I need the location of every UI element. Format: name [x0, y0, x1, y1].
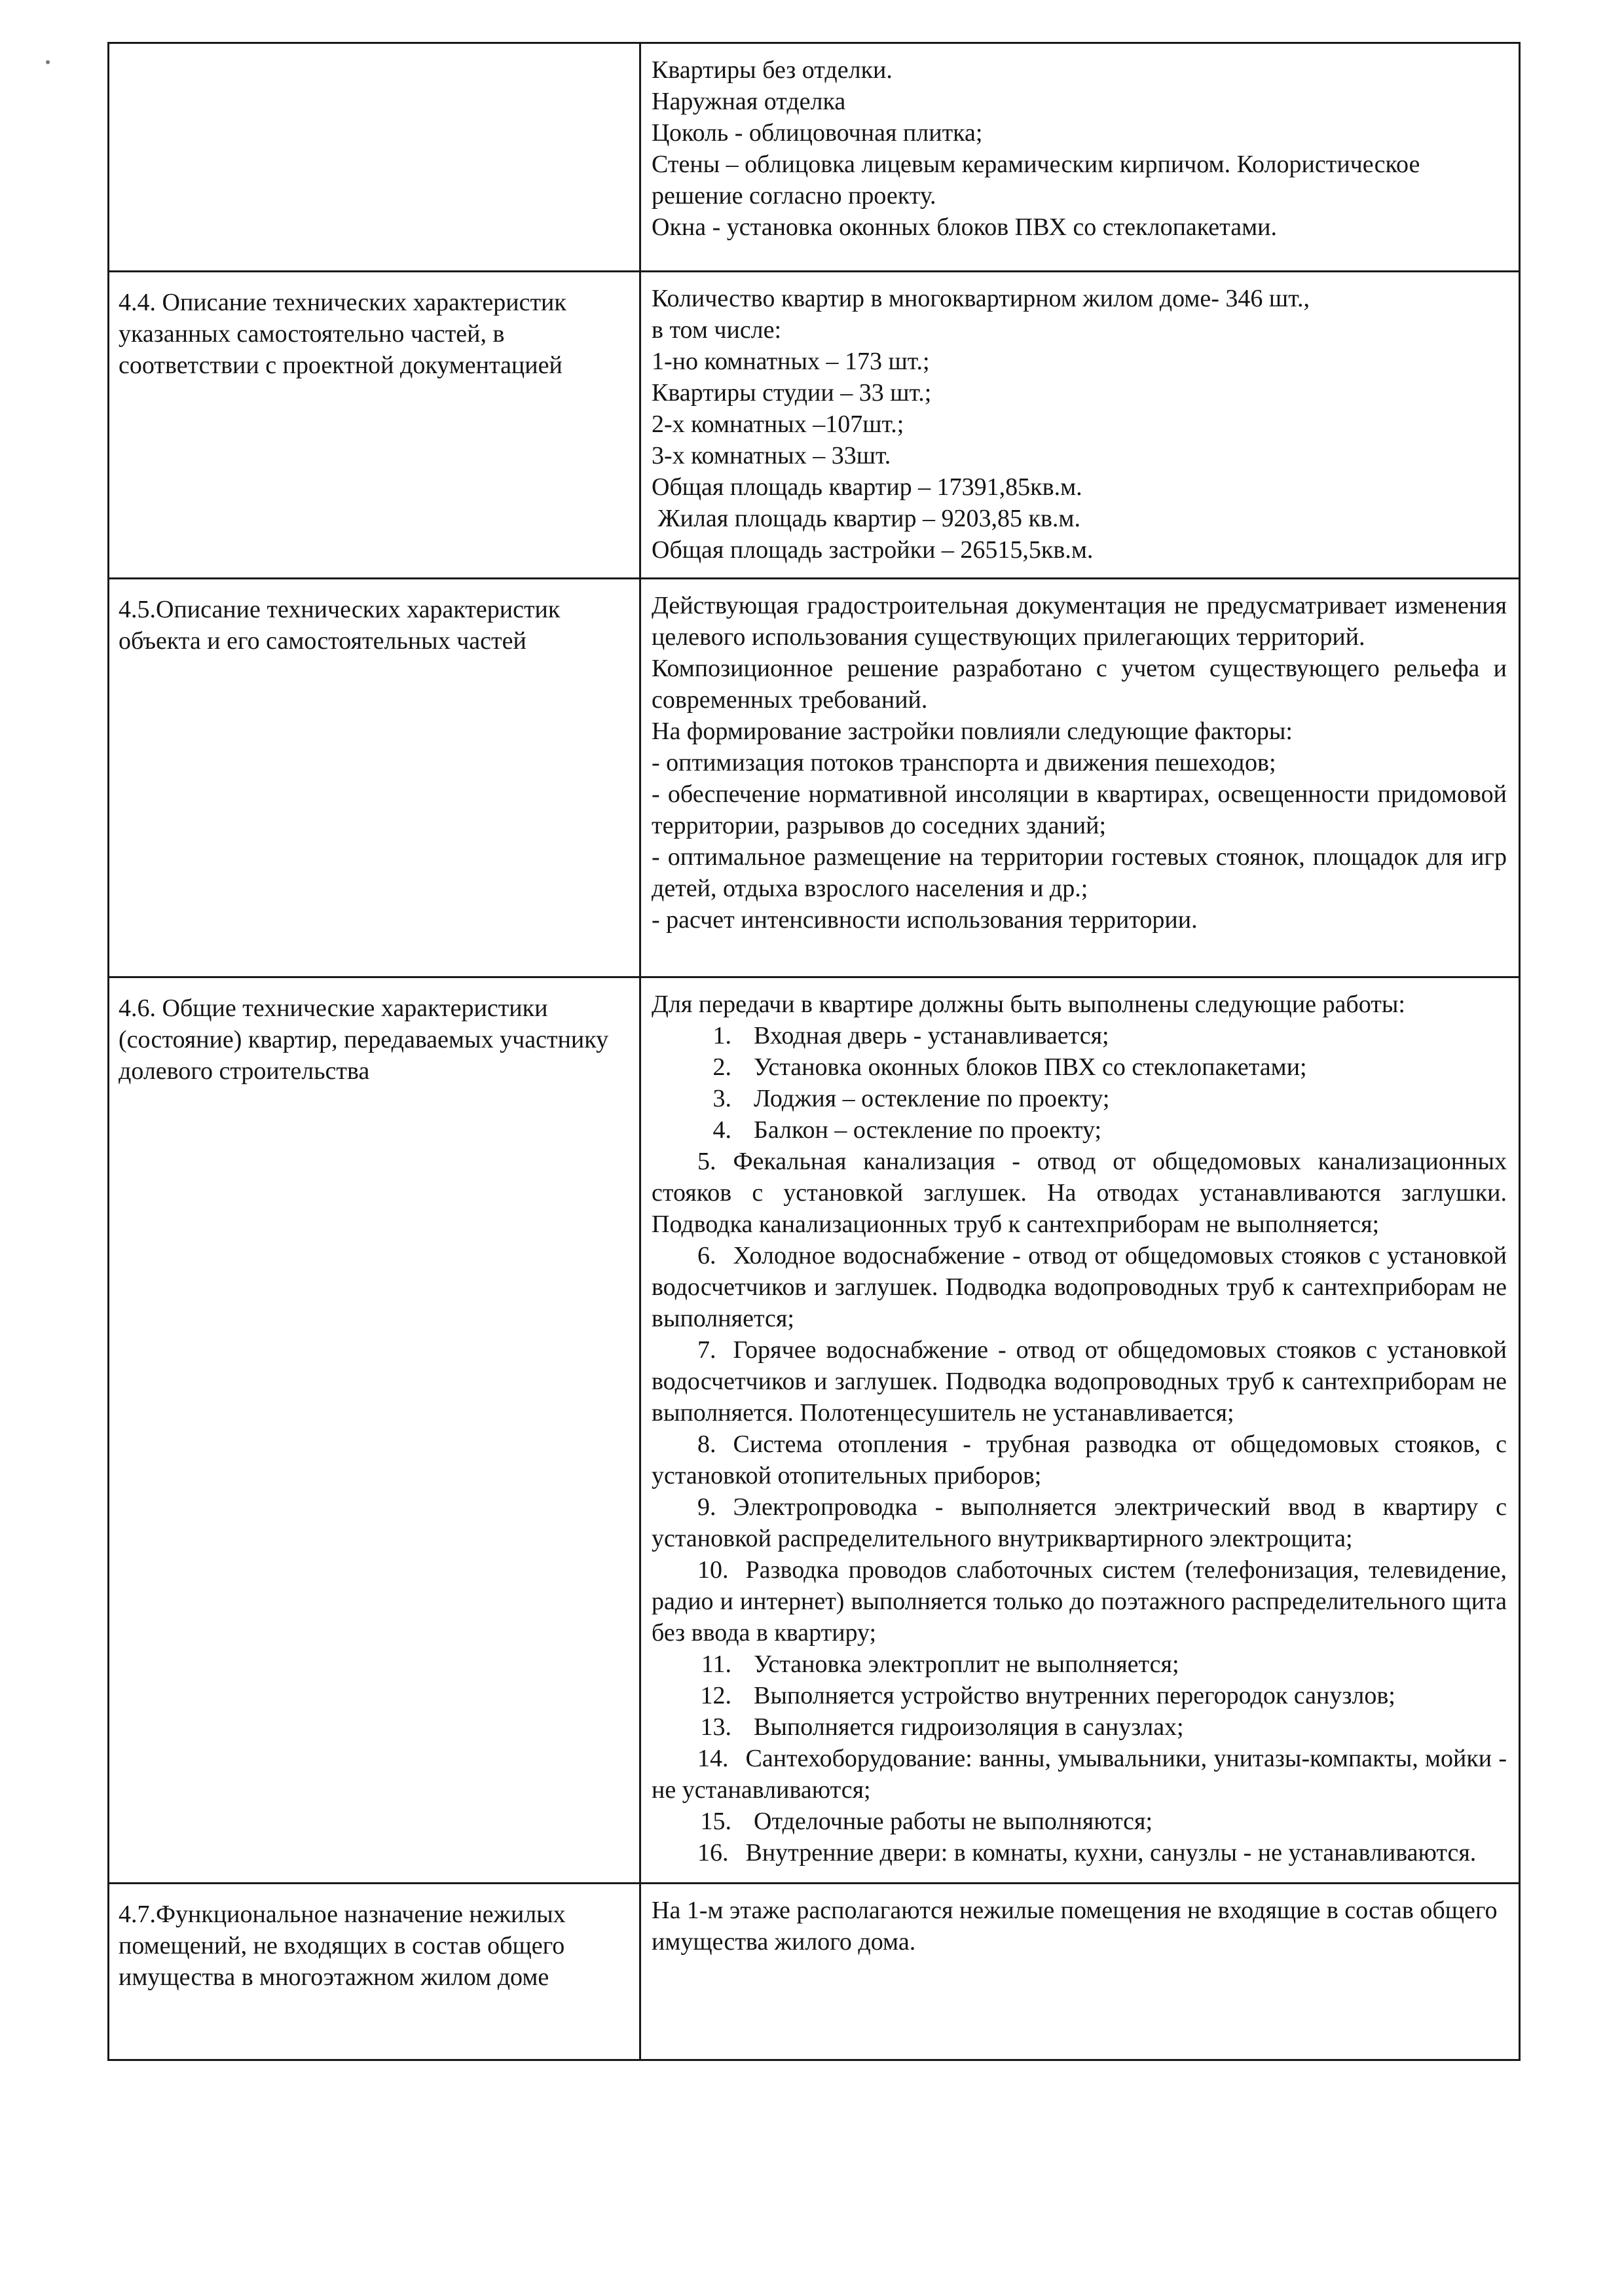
item-text: Выполняется устройство внутренних перегородок санузлов; [754, 1682, 1395, 1709]
item-number: 12. [700, 1682, 731, 1709]
paragraph: Действующая градостроительная документация не предусматривает изменения целевого использования существующих прилегающих территорий. [652, 592, 1507, 651]
item-number: 11. [701, 1650, 731, 1678]
list-item [652, 1711, 1507, 1743]
item-number: 7. [697, 1336, 716, 1364]
list-intro: Для передачи в квартире должны быть выполнены следующие работы: [652, 991, 1405, 1018]
works-list-cell [640, 977, 1520, 1884]
non-residential-cell: На 1-м этаже располагаются нежилые помещения не входящие в состав общего имущества жилого дома. [640, 1884, 1520, 2060]
item-number: 8. [697, 1430, 716, 1458]
text-line: решение согласно проекту. [652, 182, 936, 210]
item-text: Холодное водоснабжение - отвод от общедомовых стояков с установкой водосчетчиков и заглушек. Подводка водопроводных труб к сантехприборам не выполняется; [652, 1242, 1507, 1332]
item-number: 5. [697, 1148, 716, 1175]
item-number: 10. [697, 1556, 729, 1584]
table-row [109, 272, 1520, 579]
item-number: 16. [697, 1839, 729, 1867]
list-item [652, 1491, 1507, 1554]
scan-dot [46, 60, 50, 64]
list-item [652, 1114, 1507, 1146]
text-line: 3-х комнатных – 33шт. [652, 442, 891, 469]
item-text: Установка электроплит не выполняется; [754, 1650, 1179, 1678]
item-text: Входная дверь - устанавливается; [754, 1022, 1109, 1049]
apartment-counts-cell [640, 272, 1520, 579]
item-text: Выполняется гидроизоляция в санузлах; [754, 1713, 1184, 1741]
item-text: Лоджия – остекление по проекту; [754, 1085, 1110, 1112]
characteristics-table [107, 42, 1521, 2061]
item-number: 6. [697, 1242, 716, 1269]
list-item [652, 1649, 1507, 1680]
list-item [652, 1020, 1507, 1051]
item-text: Внутренние двери: в комнаты, кухни, санузлы - не устанавливаются. [745, 1839, 1477, 1867]
table-row [109, 579, 1520, 977]
table-row [109, 43, 1520, 272]
item-number: 14. [697, 1745, 729, 1772]
list-item [652, 1806, 1507, 1837]
list-item [652, 1554, 1507, 1649]
text-line: 1-но комнатных – 173 шт.; [652, 348, 930, 375]
row-label-cell: 4.7.Функциональное назначение нежилых помещений, не входящих в состав общего имущества в многоэтажном жилом доме [109, 1884, 640, 2060]
row-label-cell: 4.6. Общие технические характеристики (состояние) квартир, передаваемых участнику долевого строительства [109, 977, 640, 1884]
list-item [652, 1837, 1507, 1868]
item-text: Горячее водоснабжение - отвод от общедомовых стояков с установкой водосчетчиков и заглушек. Подводка водопроводных труб к сантехприборам не выполняется. Полотенцесушитель не устанавливается; [652, 1336, 1507, 1427]
item-number: 9. [697, 1493, 716, 1521]
item-text: Разводка проводов слаботочных систем (телефонизация, телевидение, радио и интернет) выполняется только до поэтажного распределительного щита без ввода в квартиру; [652, 1556, 1507, 1647]
paragraph: - расчет интенсивности использования территории. [652, 906, 1198, 934]
text-line: Квартиры без отделки. [652, 56, 893, 84]
item-text: Установка оконных блоков ПВХ со стеклопакетами; [754, 1053, 1307, 1081]
text-line: Стены – облицовка лицевым керамическим кирпичом. Колористическое [652, 151, 1420, 178]
item-number: 3. [712, 1085, 731, 1112]
paragraph: - оптимальное размещение на территории гостевых стоянок, площадок для игр детей, отдыха взрослого населения и др.; [652, 843, 1507, 902]
row-label-cell [109, 43, 640, 272]
table-row [109, 1884, 1520, 2060]
list-item [652, 1083, 1507, 1114]
list-item [652, 1240, 1507, 1334]
list-item [652, 1051, 1507, 1083]
list-item [652, 1334, 1507, 1429]
paragraph: Композиционное решение разработано с учетом существующего рельефа и современных требований. [652, 655, 1507, 714]
text-line: Общая площадь застройки – 26515,5кв.м. [652, 536, 1094, 564]
text-line: Наружная отделка [652, 88, 846, 115]
item-text: Электропроводка - выполняется электрический ввод в квартиру с установкой распределительного внутриквартирного электрощита; [652, 1493, 1507, 1552]
text-line: Квартиры студии – 33 шт.; [652, 379, 932, 407]
text-line: Количество квартир в многоквартирном жилом доме- 346 шт., [652, 285, 1310, 312]
text-line: Жилая площадь квартир – 9203,85 кв.м. [652, 505, 1080, 532]
item-text: Система отопления - трубная разводка от общедомовых стояков, с установкой отопительных приборов; [652, 1430, 1507, 1489]
paragraph: - обеспечение нормативной инсоляции в квартирах, освещенности придомовой территории, разрывов до соседних зданий; [652, 780, 1507, 839]
list-item [652, 1743, 1507, 1806]
list-item [652, 1429, 1507, 1491]
object-description-cell [640, 579, 1520, 977]
row-label-cell: 4.5.Описание технических характеристик объекта и его самостоятельных частей [109, 579, 640, 977]
text-line: Окна - установка оконных блоков ПВХ со стеклопакетами. [652, 213, 1277, 241]
row-label-cell: 4.4. Описание технических характеристик указанных самостоятельно частей, в соответствии с проектной документацией [109, 272, 640, 579]
text-line: 2-х комнатных –107шт.; [652, 410, 904, 438]
text-line: Общая площадь квартир – 17391,85кв.м. [652, 473, 1082, 501]
table-row [109, 977, 1520, 1884]
text-line: Цоколь - облицовочная плитка; [652, 119, 983, 147]
item-number: 4. [712, 1116, 731, 1144]
list-item [652, 1680, 1507, 1711]
item-number: 2. [712, 1053, 731, 1081]
item-text: Отделочные работы не выполняются; [754, 1808, 1153, 1835]
item-number: 13. [700, 1713, 731, 1741]
item-text: Балкон – остекление по проекту; [754, 1116, 1102, 1144]
paragraph: На формирование застройки повлияли следующие факторы: [652, 718, 1293, 745]
paragraph: - оптимизация потоков транспорта и движения пешеходов; [652, 749, 1276, 776]
item-number: 15. [700, 1808, 731, 1835]
item-number: 1. [712, 1022, 731, 1049]
works-list [652, 1020, 1507, 1868]
item-text: Фекальная канализация - отвод от общедомовых канализационных стояков с установкой заглушек. На отводах устанавливаются заглушки. Подводка канализационных труб к сантехприборам не выполняется; [652, 1148, 1507, 1238]
item-text: Сантехоборудование: ванны, умывальники, унитазы-компакты, мойки - не устанавливаются; [652, 1745, 1507, 1804]
list-item [652, 1146, 1507, 1240]
finishing-cell [640, 43, 1520, 272]
text-line: в том числе: [652, 316, 782, 344]
